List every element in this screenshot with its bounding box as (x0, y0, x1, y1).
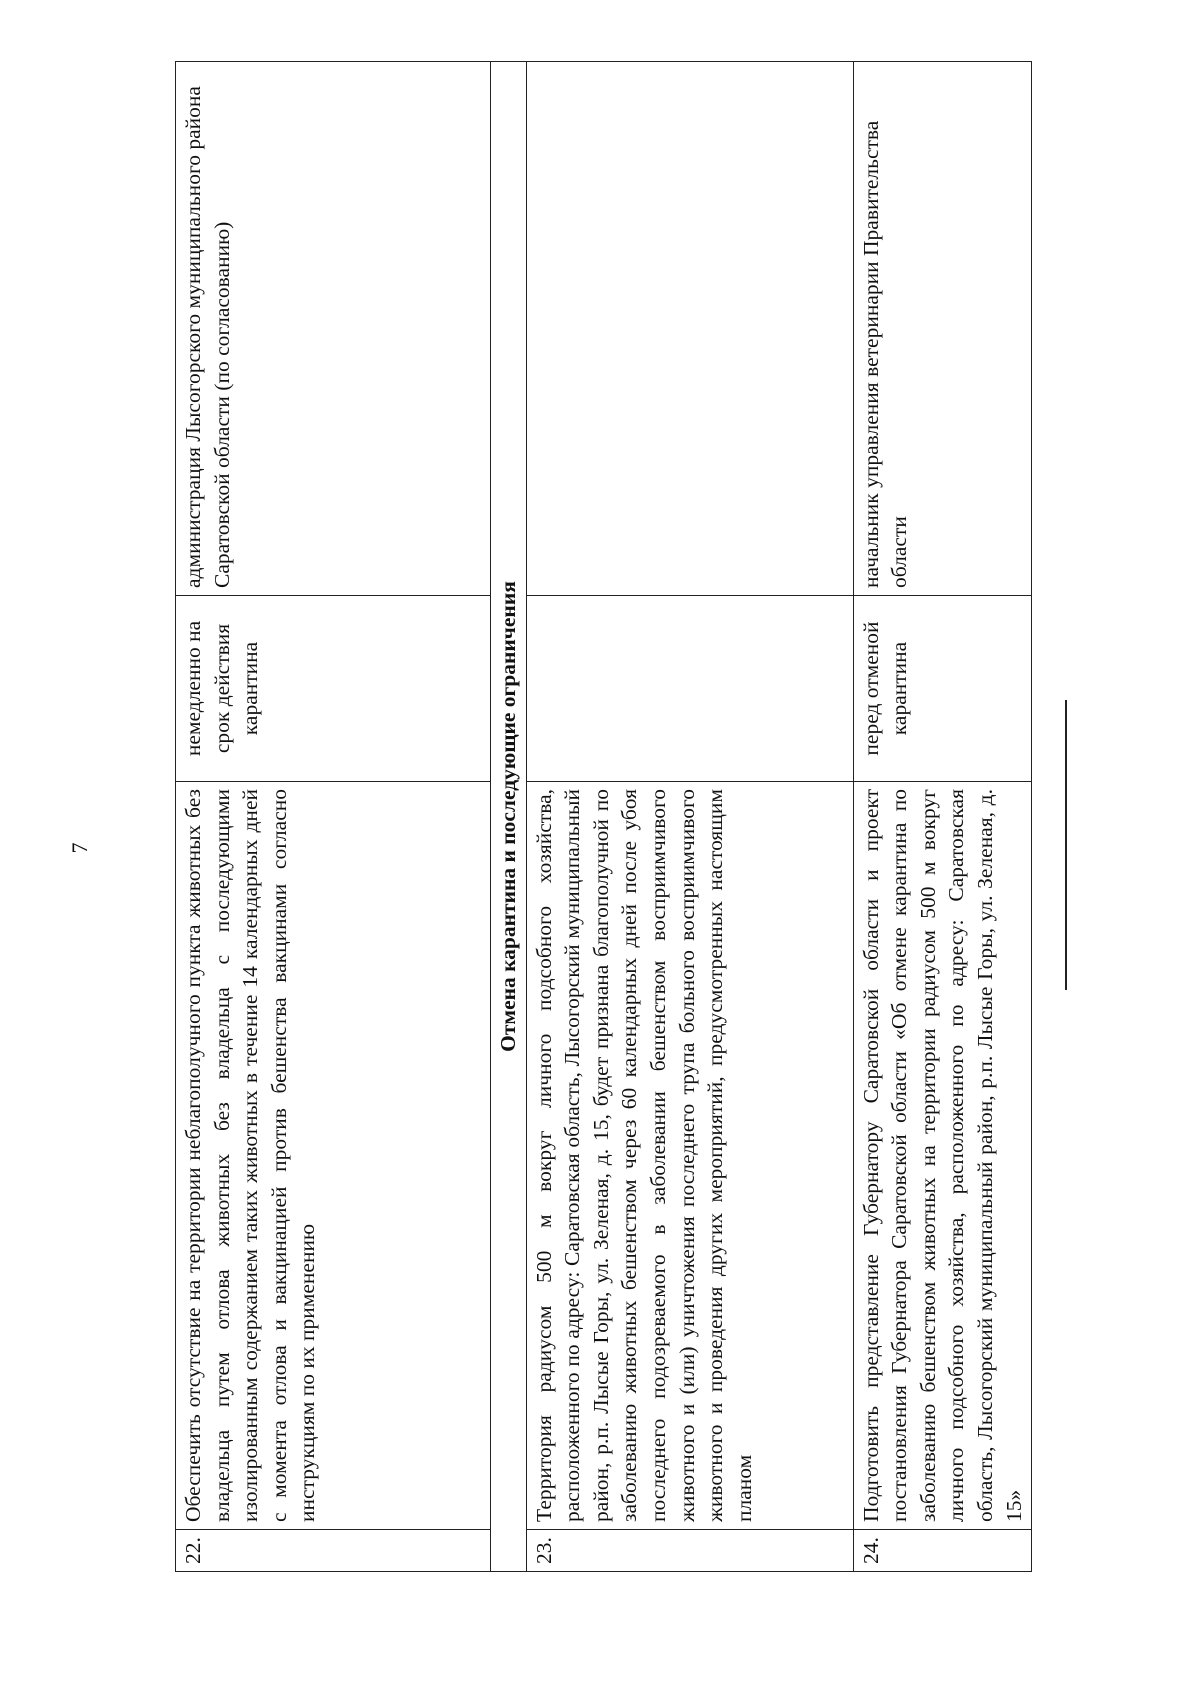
responsible-text: начальник управления ветеринарии Правительства области (853, 62, 1032, 596)
table-row (853, 62, 1032, 1572)
measures-table (175, 61, 1032, 1572)
rotated-table-wrapper (175, 62, 1026, 1572)
term-text (526, 596, 853, 782)
responsible-text: администрация Лысогорского муниципального района Саратовской области (по согласованию) (176, 62, 491, 596)
section-title: Отмена карантина и последующие ограничения (491, 62, 527, 1572)
row-number: 22. (176, 1530, 491, 1572)
measure-text: Подготовить представление Губернатору Саратовской области и проект постановления Губернатора Саратовской области «Об отмене карантина по заболеванию бешенством животных на территории радиусом 500 м вокруг личного подсобного хозяйства, расположенного по адресу: Саратовская область, Лысогорский муниципальный район, р.п. Лысые Горы, ул. Зеленая, д. 15» (853, 782, 1032, 1530)
end-of-document-rule (1065, 700, 1067, 990)
section-row (491, 62, 527, 1572)
term-text: перед отменой карантина (853, 596, 1032, 782)
table-row (526, 62, 853, 1572)
measure-text: Обеспечить отсутствие на территории неблагополучного пункта животных без владельца путем отлова животных без владельца с последующими изолированным содержанием таких животных в течение 14 календарных дней с момента отлова и вакцинацией против бешенства вакцинами согласно инструкциям по их применению (176, 782, 491, 1530)
row-number: 23. (526, 1530, 853, 1572)
table-row (176, 62, 491, 1572)
term-text: немедленно на срок действия карантина (176, 596, 491, 782)
responsible-text (526, 62, 853, 596)
measure-text: Территория радиусом 500 м вокруг личного подсобного хозяйства, расположенного по адресу: Саратовская область, Лысогорский муниципальный район, р.п. Лысые Горы, ул. Зеленая, д. 15, будет признана благополучной по заболеванию животных бешенством через 60 календарных дней после убоя последнего подозреваемого в заболевании бешенством восприимчивого животного и (или) уничтожения последнего трупа больного восприимчивого животного и проведения других мероприятий, предусмотренных настоящим планом (526, 782, 853, 1530)
page-number: 7 (67, 842, 92, 854)
row-number: 24. (853, 1530, 1032, 1572)
